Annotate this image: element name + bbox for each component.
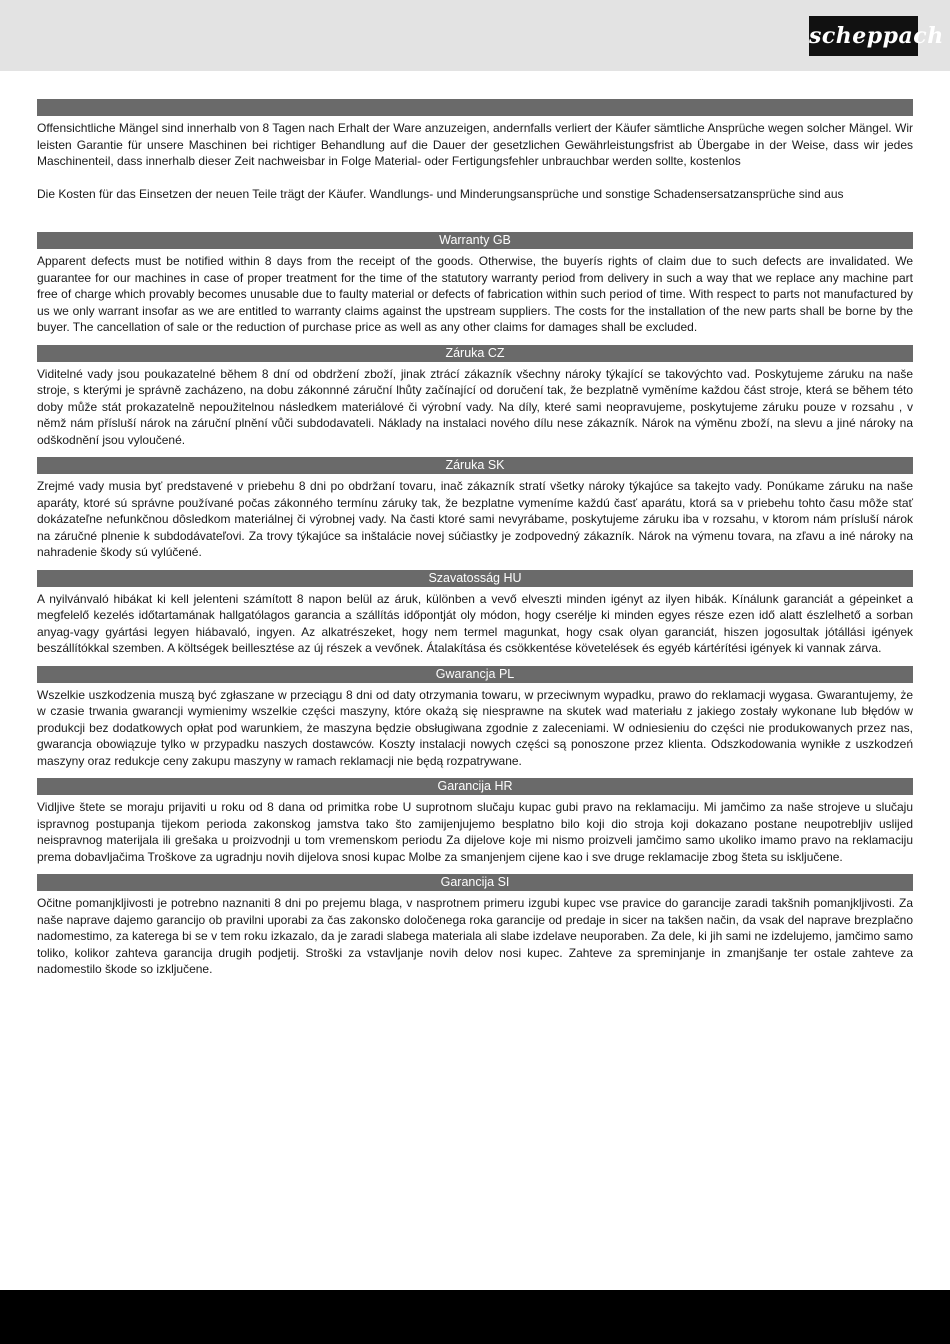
section-text-de-1: Offensichtliche Mängel sind innerhalb von 8 Tagen nach Erhalt der Ware anzuzeigen, andernfalls verliert der Käufer sämtliche Ansprüche wegen solcher Mängel. Wir leisten Garantie für unsere Maschinen bei richtiger Behandlung auf die Dauer der gesetzlichen Gewährleistungsfrist ab Übergabe in der Weise, dass wir jedes Maschinenteil, dass innerhalb dieser Zeit nachweisbar in Folge Material- oder Fertigungsfehler unbrauchbar werden sollte, kostenlos xyxy=(37,121,913,168)
section-warranty-gb xyxy=(37,232,913,336)
section-heading-cz: Záruka CZ xyxy=(37,345,913,362)
section-heading-si: Garancija SI xyxy=(37,874,913,891)
section-heading-hu: Szavatosság HU xyxy=(37,570,913,587)
section-heading-pl: Gwarancja PL xyxy=(37,666,913,683)
section-text-pl: Wszelkie uszkodzenia muszą być zgłaszane w przeciągu 8 dni od daty otrzymania towaru, w przeciwnym wypadku, prawo do reklamacji wygasa. Gwarantujemy, że w czasie trwania gwarancji wymienimy wszelkie części maszyny, które okażą się niesprawne na skutek wad materiału z jakiego zostały wykonane lub błędów w produkcji bez dodatkowych opłat pod warunkiem, że maszyna będzie obsługiwana zgodnie z zaleceniami. W odniesieniu do części nie produkowanych przez nas, gwarancja obowiązuje tylko w przypadku naszych dostawców. Koszty instalacji nowych części są ponoszone przez klienta. Odszkodowania wynikłe z uszkodzeń maszyny oraz redukcje ceny zakupu maszyny w ramach reklamacji nie będą rozpatrywane. xyxy=(37,687,913,768)
section-warranty-hr xyxy=(37,778,913,865)
section-heading-hr: Garancija HR xyxy=(37,778,913,795)
section-text-si: Očitne pomanjkljivosti je potrebno naznaniti 8 dni po prejemu blaga, v nasprotnem primeru izgubi kupec vse pravice do garancije zaradi takšnih pomanjkljivosti. Za naše naprave dajemo garancijo ob pravilni uporabi za čas zakonsko določenega roka garancije od predaje in sicer na takšen način, da vsak del naprave brezplačno nadomestimo, za katerega bi se v tem roku izkazalo, da je zaradi slabega materiala ali slabe izdelave neuporaben. Za dele, ki jih sami ne izdelujemo, jamčimo samo toliko, kolikor zahteva garancija drugih podjetij. Stroški za vstavljanje novih delov nosi kupec. Zahteve za spreminjanje in zmanjšanje ter ostale zahteve za nadomestilo škode so izključene. xyxy=(37,896,913,976)
section-heading-de xyxy=(37,99,913,116)
section-warranty-de xyxy=(37,99,913,202)
section-text-cz: Viditelné vady jsou poukazatelné během 8 dní od obdržení zboží, jinak ztrácí zákazník všechny nároky týkající se takovýchto vad. Poskytujeme záruku na naše stroje, s kterými je správně zacházeno, na dobu zákonnné záruční lhůty začínající od doručení tak, že bezplatně vyměníme každou část stroje, která se během této doby může stát prokazatelně nepoužitelnou následkem materiálové či výrobní vady. Na díly, které sami neopravujeme, poskytujeme záruku pouze v rozsahu , v němž nám přísluší nárok na záruční plnění vůči subdodavateli. Náklady na instalaci nového dílu nese zákazník. Nárok na výměnu zboží, na slevu a jiné nároky na odškodnění jsou vyloučené. xyxy=(37,366,913,447)
section-warranty-cz xyxy=(37,345,913,449)
section-text-gb: Apparent defects must be notified within 8 days from the receipt of the goods. Otherwise, the buyerís rights of claim due to such defects are invalidated. We guarantee for our machines in case of proper treatment for the time of the statutory warranty period from delivery in such a way that we replace any machine part free of charge which provably becomes unusable due to faulty material or defects of fabrication within such period of time. With respect to parts not manufactured by us we only warrant insofar as we are entitled to warranty claims against the upstream suppliers. The costs for the installation of the new parts shall be borne by the buyer. The cancellation of sale or the reduction of purchase price as well as any other claims for damages shall be excluded. xyxy=(37,254,913,334)
section-text-hr: Vidljive štete se moraju prijaviti u roku od 8 dana od primitka robe U suprotnom slučaju kupac gubi pravo na reklamaciju. Mi jamčimo za naše strojeve u slučaju ispravnog postupanja tijekom perioda zakonskog jamstva tako što zamijenjujemo besplatno bilo koji dio stroja koji dokazano postane neupotrebljiv uslijed neispravnog materijala ili grešaka u proizvodnji u tom vremenskom periodu Za dijelove koje mi nismo proizveli jamčimo samo ukoliko imamo pravo na reklamaciju prema dobavljačima Troškove za ugradnju novih dijelova snosi kupac Molbe za smanjenjem cijene kao i sve druge reklamacije zbog šteta su isključene. xyxy=(37,800,913,864)
section-warranty-pl xyxy=(37,666,913,770)
brand-logo: scheppach xyxy=(809,16,918,56)
section-warranty-sk xyxy=(37,457,913,561)
section-text-de-2: Die Kosten für das Einsetzen der neuen Teile trägt der Käufer. Wandlungs- und Minderungsansprüche und sonstige Schadensersatzansprüche sind aus xyxy=(37,186,844,201)
section-text-hu: A nyilvánvaló hibákat ki kell jelenteni számított 8 napon belül az áruk, különben a vevő elveszti minden igényt az ilyen hibák. Kínálunk garanciát a gépeinket a megfelelő kezelés időtartamának hallgatólagos garancia a szállítás időpontját oly módon, hogy cserélje ki minden egyes része ezen idő alatt észlelhető a sorban anyag-vagy gyártási legyen hiábavaló, ingyen. Az alkatrészeket, hogy nem termel magunkat, hogy csak olyan garanciát, hiszen jogosultak jótállási igények beszállítókkal szemben. A költségek beillesztése az új részek a vevőnek. Átalakítása és csökkentése követelések és egyéb kártérítési igények ki vannak zárva. xyxy=(37,591,913,655)
section-warranty-hu xyxy=(37,570,913,657)
section-warranty-si xyxy=(37,874,913,978)
section-text-sk: Zrejmé vady musia byť predstavené v priebehu 8 dni po obdržaní tovaru, inač zákazník stratí všetky nároky týkajúce sa takejto vady. Ponúkame záruku na naše aparáty, ktoré sú správne používané počas zákonného termínu záruky tak, že bezplatne vymeníme každú časť aparátu, ktorá sa v priebehu tohto času môže stať dokázateľne nefunkčnou dôsledkom materiálnej či výrobnej vady. Na časti ktoré sami nevyrábame, poskytujeme záruku iba v rozsahu, v ktorom nám prísluší nárok na záručné plnenie k subdodávateľovi. Za trovy týkajúce sa inštalácie novej súčiastky je zodpovedný zákazník. Nárok na výmenu tovara, na zľavu a iné nároky na nahradenie škody sú vylúčené. xyxy=(37,479,913,559)
footer-band xyxy=(0,1290,950,1344)
header-band xyxy=(0,0,950,71)
warranty-content xyxy=(37,99,913,987)
section-heading-gb: Warranty GB xyxy=(37,232,913,249)
section-heading-sk: Záruka SK xyxy=(37,457,913,474)
